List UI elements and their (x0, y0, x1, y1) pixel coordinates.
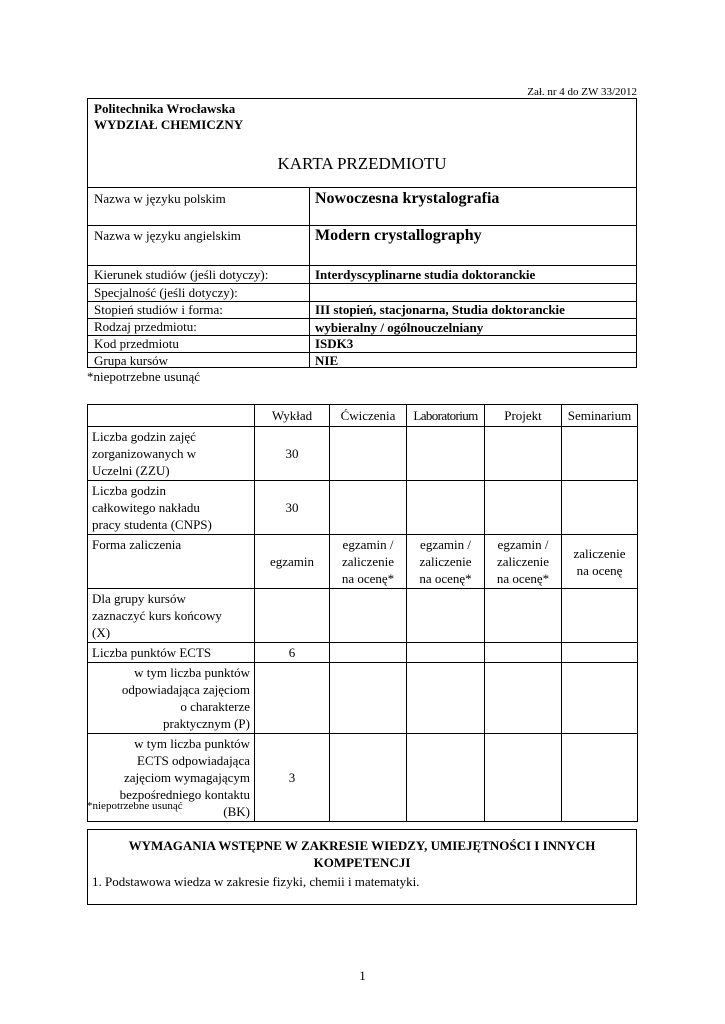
form-lecture: egzamin (255, 535, 330, 589)
group-value: NIE (315, 353, 339, 368)
form-row (88, 535, 638, 589)
group-final-laboratory (407, 589, 485, 643)
direction-label: Kierunek studiów (jeśli dotyczy): (94, 267, 269, 282)
unnecessary-note-2: *niepotrzebne usunąć (87, 800, 183, 812)
practical-project (485, 663, 562, 734)
group-final-project (485, 589, 562, 643)
zzu-project (485, 427, 562, 481)
level-value: III stopień, stacjonarna, Studia doktoranckie (315, 302, 565, 317)
cnps-laboratory (407, 481, 485, 535)
code-value: ISDK3 (315, 336, 354, 351)
cnps-label: Liczba godzin całkowitego nakładu pracy studenta (CNPS) (88, 481, 255, 535)
direction-value: Interdyscyplinarne studia doktoranckie (315, 267, 536, 282)
zzu-exercises (330, 427, 407, 481)
header-laboratory: Laboratorium (407, 405, 485, 427)
card-title: KARTA PRZEDMIOTU (277, 154, 447, 173)
ects-project (485, 643, 562, 663)
ects-exercises (330, 643, 407, 663)
cnps-seminar (562, 481, 638, 535)
group-final-label: Dla grupy kursów zaznaczyć kurs końcowy (X) (88, 589, 255, 643)
code-label: Kod przedmiotu (94, 336, 179, 351)
name-en-label: Nazwa w języku angielskim (94, 228, 241, 243)
zzu-row (88, 427, 638, 481)
zzu-seminar (562, 427, 638, 481)
header-seminar: Seminarium (562, 405, 638, 427)
zzu-label: Liczba godzin zajęć zorganizowanych w Uczelni (ZZU) (88, 427, 255, 481)
prerequisites-title: WYMAGANIA WSTĘPNE W ZAKRESIE WIEDZY, UMIEJĘTNOŚCI I INNYCH KOMPETENCJI (128, 838, 596, 870)
practical-exercises (330, 663, 407, 734)
header-project: Projekt (485, 405, 562, 427)
prerequisites-box (87, 829, 637, 905)
practical-lecture (255, 663, 330, 734)
hours-table (87, 404, 638, 822)
faculty-name: WYDZIAŁ CHEMICZNY (94, 117, 244, 132)
cnps-exercises (330, 481, 407, 535)
direct-contact-laboratory (407, 734, 485, 822)
group-final-lecture (255, 589, 330, 643)
header-empty-cell (88, 405, 255, 427)
direct-contact-label: w tym liczba punktów ECTS odpowiadająca zajęciom wymagającym bezpośredniego kontaktu (BK) (88, 734, 255, 822)
practical-row (88, 663, 638, 734)
form-exercises: egzamin / zaliczenie na ocenę* (330, 535, 407, 589)
type-label: Rodzaj przedmiotu: (94, 319, 197, 334)
form-label: Forma zaliczenia (88, 535, 255, 589)
cnps-project (485, 481, 562, 535)
university-name: Politechnika Wrocławska (94, 101, 236, 116)
page-number: 1 (359, 968, 366, 983)
header-lecture: Wykład (255, 405, 330, 427)
group-final-row (88, 589, 638, 643)
prerequisite-item: 1. Podstawowa wiedza w zakresie fizyki, chemii i matematyki. (92, 874, 420, 889)
course-header-box (87, 98, 637, 368)
name-pl-label: Nazwa w języku polskim (94, 191, 226, 206)
ects-label: Liczba punktów ECTS (88, 643, 255, 663)
level-label: Stopień studiów i forma: (94, 302, 223, 317)
type-value: wybieralny / ogólnouczelniany (315, 320, 484, 335)
zzu-lecture: 30 (255, 427, 330, 481)
specialty-label: Specjalność (jeśli dotyczy): (94, 285, 238, 300)
header-exercises: Ćwiczenia (330, 405, 407, 427)
practical-seminar (562, 663, 638, 734)
ects-row (88, 643, 638, 663)
cnps-row (88, 481, 638, 535)
form-laboratory: egzamin / zaliczenie na ocenę* (407, 535, 485, 589)
ects-laboratory (407, 643, 485, 663)
practical-label: w tym liczba punktów odpowiadająca zajęciom o charakterze praktycznym (P) (88, 663, 255, 734)
zzu-laboratory (407, 427, 485, 481)
unnecessary-note: *niepotrzebne usunąć (87, 369, 200, 384)
attachment-reference: Zał. nr 4 do ZW 33/2012 (527, 86, 637, 98)
cnps-lecture: 30 (255, 481, 330, 535)
group-final-exercises (330, 589, 407, 643)
group-label: Grupa kursów (94, 353, 169, 368)
practical-laboratory (407, 663, 485, 734)
direct-contact-lecture: 3 (255, 734, 330, 822)
group-final-seminar (562, 589, 638, 643)
form-seminar: zaliczenie na ocenę (562, 535, 638, 589)
hours-header-row (88, 405, 638, 427)
name-en-value: Modern crystallography (315, 227, 482, 244)
ects-lecture: 6 (255, 643, 330, 663)
direct-contact-exercises (330, 734, 407, 822)
name-pl-value: Nowoczesna krystalografia (315, 190, 500, 207)
form-project: egzamin / zaliczenie na ocenę* (485, 535, 562, 589)
ects-seminar (562, 643, 638, 663)
direct-contact-seminar (562, 734, 638, 822)
direct-contact-project (485, 734, 562, 822)
